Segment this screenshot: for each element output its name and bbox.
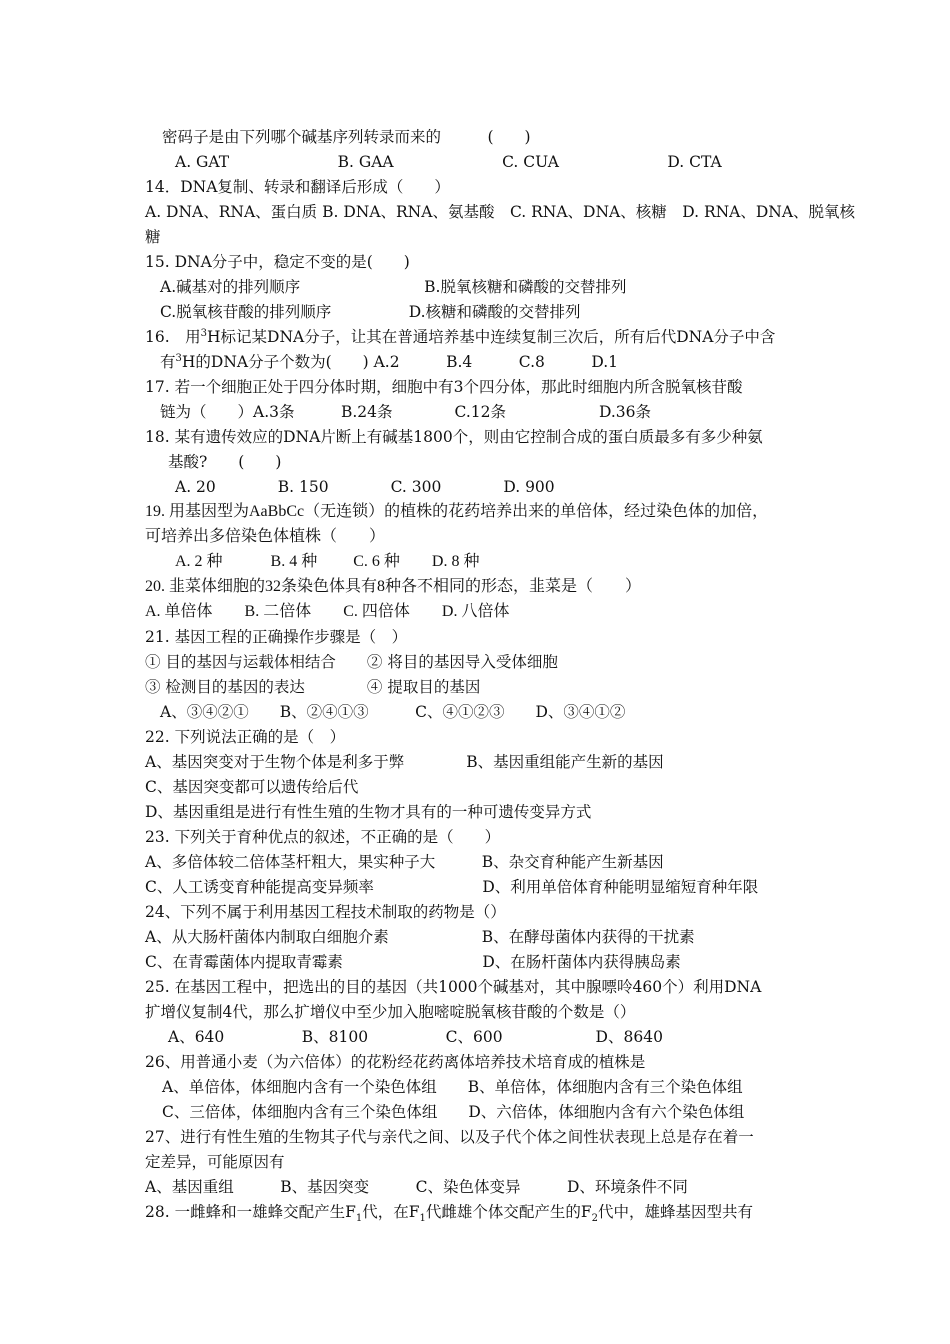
text-line: A. 20 B. 150 C. 300 D. 900 xyxy=(175,478,555,496)
question-24: 24、下列不属于利用基因工程技术制取的药物是（） xyxy=(145,903,506,921)
question-15: 15. DNA分子中，稳定不变的是( ) xyxy=(145,253,410,271)
text-line: C、人工诱变育种能提高变异频率 D、利用单倍体育种能明显缩短育种年限 xyxy=(145,878,759,896)
question-26: 26、用普通小麦（为六倍体）的花粉经花药离体培养技术培育成的植株是 xyxy=(145,1053,646,1071)
question-28: 28. 一雌蜂和一雄蜂交配产生$F_1$代，在$F_1$代雌雄个体交配产生的$F_2$代中，雄蜂基因型共有 xyxy=(145,1203,754,1225)
question-16: 16. 用$^3$H标记某DNA分子，让其在普通培养基中连续复制三次后，所有后代DNA分子中含 xyxy=(145,327,776,346)
text-line: C、基因突变都可以遗传给后代 xyxy=(145,778,359,796)
question-21: 21. 基因工程的正确操作步骤是（ ） xyxy=(145,628,408,646)
text-line: A、640 B、8100 C、600 D、8640 xyxy=(168,1028,663,1046)
text-line: 糖 xyxy=(145,228,161,246)
text-line: A、基因重组 B、基因突变 C、染色体变异 D、环境条件不同 xyxy=(145,1178,688,1196)
text-line: A. DNA、RNA、蛋白质 B. DNA、RNA、氨基酸 C. RNA、DNA、核糖 D. RNA、DNA、脱氧核 xyxy=(145,203,856,221)
text-line: 可培养出多倍染色体植株（ ） xyxy=(145,528,386,545)
question-19: 19. 用基因型为AaBbCc（无连锁）的植株的花药培养出来的单倍体，经过染色体的加倍， xyxy=(145,503,769,520)
text-line: A、从大肠杆菌体内制取白细胞介素 B、在酵母菌体内获得的干扰素 xyxy=(145,928,695,946)
question-20: 20. 韭菜体细胞的32条染色体具有8种各不相同的形态，韭菜是（ ） xyxy=(145,578,642,595)
text-line: A、单倍体，体细胞内含有一个染色体组 B、单倍体，体细胞内含有三个染色体组 xyxy=(162,1078,743,1096)
text-line: 密码子是由下列哪个碱基序列转录而来的 ( ) xyxy=(162,128,531,146)
text-line: 基酸? ( ) xyxy=(168,453,282,471)
text-line: A.碱基对的排列顺序 B.脱氧核糖和磷酸的交替排列 xyxy=(160,278,627,296)
text-line: A. 单倍体 B. 二倍体 C. 四倍体 D. 八倍体 xyxy=(145,603,510,620)
text-line: 扩增仪复制4代，那么扩增仪中至少加入胞嘧啶脱氧核苷酸的个数是（） xyxy=(145,1003,636,1021)
question-18: 18. 某有遗传效应的DNA片断上有碱基1800个，则由它控制合成的蛋白质最多有多少种氨 xyxy=(145,428,763,446)
text-line: A、基因突变对于生物个体是利多于弊 B、基因重组能产生新的基因 xyxy=(145,753,664,771)
text-line: A. 2 种 B. 4 种 C. 6 种 D. 8 种 xyxy=(175,553,480,570)
text-line: A、多倍体较二倍体茎杆粗大，果实种子大 B、杂交育种能产生新基因 xyxy=(145,853,664,871)
text-line: C.脱氧核苷酸的排列顺序 D.核糖和磷酸的交替排列 xyxy=(160,303,581,321)
text-line: C、在青霉菌体内提取青霉素 D、在肠杆菌体内获得胰岛素 xyxy=(145,953,681,971)
text-line: A. GAT B. GAA C. CUA D. CTA xyxy=(175,153,722,171)
question-22: 22. 下列说法正确的是（ ） xyxy=(145,728,346,746)
question-17: 17. 若一个细胞正处于四分体时期，细胞中有3个四分体，那此时细胞内所含脱氧核苷酸 xyxy=(145,378,743,396)
text-line: D、基因重组是进行有性生殖的生物才具有的一种可遗传变异方式 xyxy=(145,803,592,821)
question-27: 27、进行有性生殖的生物其子代与亲代之间、以及子代个体之间性状表现上总是存在着一 xyxy=(145,1128,754,1146)
text-line: C、三倍体，体细胞内含有三个染色体组 D、六倍体，体细胞内含有六个染色体组 xyxy=(162,1103,745,1121)
text-line: ③ 检测目的基因的表达 ④ 提取目的基因 xyxy=(145,678,481,696)
question-23: 23. 下列关于育种优点的叙述，不正确的是（ ） xyxy=(145,828,501,846)
question-25: 25. 在基因工程中，把选出的目的基因（共1000个碱基对，其中腺嘌呤460个）利用DNA xyxy=(145,978,762,996)
text-line: 链为（ ）A.3条 B.24条 C.12条 D.36条 xyxy=(160,403,652,421)
text-line: A、③④②① B、②④①③ C、④①②③ D、③④①② xyxy=(160,703,626,721)
question-14: 14．DNA复制、转录和翻译后形成（ ） xyxy=(145,178,450,196)
text-line: 定差异，可能原因有 xyxy=(145,1153,285,1171)
text-line: 有$^3$H的DNA分子个数为( ) A.2 B.4 C.8 D.1 xyxy=(160,352,619,371)
text-line: ① 目的基因与运载体相结合 ② 将目的基因导入受体细胞 xyxy=(145,653,558,671)
